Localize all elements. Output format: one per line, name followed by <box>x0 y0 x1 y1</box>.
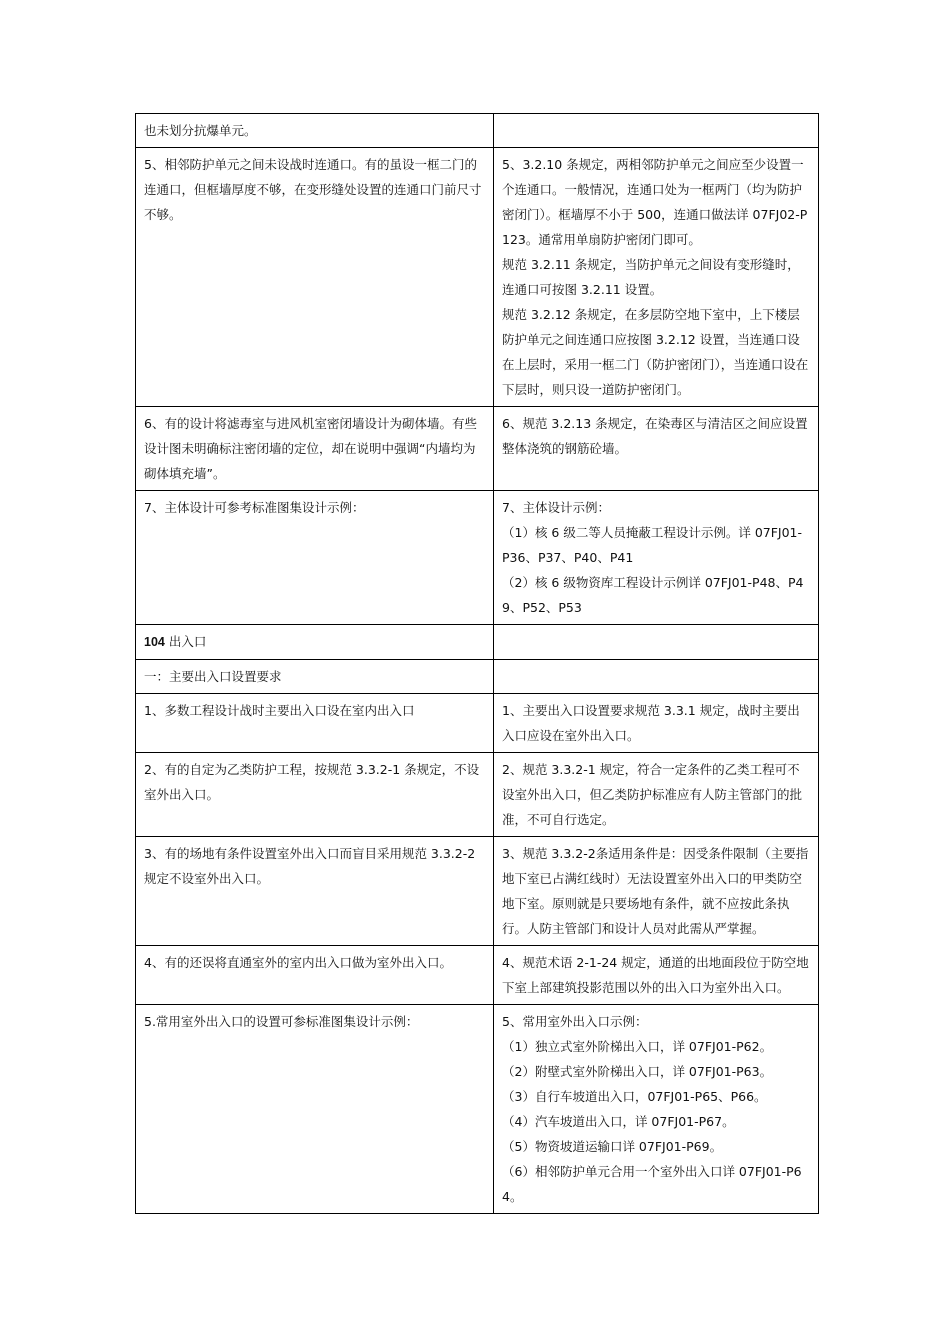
solution-text: （4）汽车坡道出入口，详 07FJ01-P67。 <box>502 1114 735 1129</box>
section-header-group <box>136 625 819 694</box>
table-row <box>136 114 819 148</box>
solution-cell <box>494 1005 819 1214</box>
problem-cell <box>136 114 494 148</box>
solution-cell <box>494 837 819 946</box>
subsection-heading-cell: 一：主要出入口设置要求 <box>136 660 494 694</box>
solution-text: （3）自行车坡道出入口，07FJ01-P65、P66。 <box>502 1089 767 1104</box>
table-row <box>136 946 819 1005</box>
solution-text: 2、规范 3.3.2-1 规定，符合一定条件的乙类工程可不设室外出入口，但乙类防护标准应有人防主管部门的批准，不可自行选定。 <box>502 762 803 827</box>
solution-cell <box>494 491 819 625</box>
solution-text: 3、规范 3.3.2-2条适用条件是：因受条件限制（主要指地下室已占满红线时）无法设置室外出入口的甲类防空地下室。原则就是只要场地有条件，就不应按此条执行。人防主管部门和设计人员对此需从严掌握。 <box>502 846 809 936</box>
solution-text: （2）附壁式室外阶梯出入口，详 07FJ01-P63。 <box>502 1064 773 1079</box>
problem-cell <box>136 491 494 625</box>
solution-text: 6、规范 3.2.13 条规定，在染毒区与清洁区之间应设置整体浇筑的钢筋砼墙。 <box>502 416 808 456</box>
solution-text: 规范 3.2.11 条规定，当防护单元之间设有变形缝时，连通口可按图 3.2.11 设置。 <box>502 257 800 297</box>
solution-text: （1）独立式室外阶梯出入口，详 07FJ01-P62。 <box>502 1039 773 1054</box>
subsection-heading-row <box>136 660 819 694</box>
solution-cell <box>494 114 819 148</box>
table-row <box>136 491 819 625</box>
document-table <box>135 113 819 1214</box>
problem-text: 6、有的设计将滤毒室与进风机室密闭墙设计为砌体墙。有些设计图未明确标注密闭墙的定位，却在说明中强调“内墙均为砌体填充墙”。 <box>144 416 477 481</box>
problem-text: 7、主体设计可参考标准图集设计示例： <box>144 500 365 515</box>
solution-text: 5、常用室外出入口示例： <box>502 1014 648 1029</box>
solution-text: 4、规范术语 2-1-24 规定，通道的出地面段位于防空地下室上部建筑投影范围以外的出入口为室外出入口。 <box>502 955 809 995</box>
table-row <box>136 407 819 491</box>
problem-text: 1、多数工程设计战时主要出入口设在室内出入口 <box>144 703 415 718</box>
solution-cell <box>494 946 819 1005</box>
solution-text: （5）物资坡道运输口详 07FJ01-P69。 <box>502 1139 723 1154</box>
solution-cell <box>494 407 819 491</box>
table-row <box>136 753 819 837</box>
subsection-empty-cell <box>494 660 819 694</box>
problem-text: 4、有的还误将直通室外的室内出入口做为室外出入口。 <box>144 955 452 970</box>
solution-text: 1、主要出入口设置要求规范 3.3.1 规定，战时主要出入口应设在室外出入口。 <box>502 703 800 743</box>
section-number: 104 <box>144 635 165 649</box>
solution-text: （6）相邻防护单元合用一个室外出入口详 07FJ01-P64。 <box>502 1164 802 1204</box>
table-part-1 <box>136 114 819 625</box>
problem-text: 3、有的场地有条件设置室外出入口而盲目采用规范 3.3.2-2规定不设室外出入口。 <box>144 846 476 886</box>
solution-cell <box>494 694 819 753</box>
solution-cell <box>494 753 819 837</box>
table-row <box>136 694 819 753</box>
table-row <box>136 1005 819 1214</box>
solution-text: 7、主体设计示例： <box>502 500 610 515</box>
section-heading-row <box>136 625 819 660</box>
problem-text: 5、相邻防护单元之间未设战时连通口。有的虽设一框二门的连通口，但框墙厚度不够，在变形缝处设置的连通口门前尺寸不够。 <box>144 157 482 222</box>
problem-cell <box>136 753 494 837</box>
solution-text: （2）核 6 级物资库工程设计示例详 07FJ01-P48、P49、P52、P53 <box>502 575 804 615</box>
section-heading-cell <box>136 625 494 660</box>
solution-text: 规范 3.2.12 条规定，在多层防空地下室中，上下楼层防护单元之间连通口应按图 3.2.12 设置，当连通口设在上层时，采用一框二门（防护密闭门），当连通口设在下层时，则只设一道防护密闭门。 <box>502 307 809 397</box>
table-part-2 <box>136 694 819 1214</box>
problem-cell <box>136 407 494 491</box>
solution-text: （1）核 6 级二等人员掩蔽工程设计示例。详 07FJ01-P36、P37、P40、P41 <box>502 525 803 565</box>
section-heading-empty-cell <box>494 625 819 660</box>
problem-cell <box>136 946 494 1005</box>
problem-text: 也未划分抗爆单元。 <box>144 123 257 138</box>
table-row <box>136 837 819 946</box>
section-title: 出入口 <box>168 634 207 649</box>
problem-cell <box>136 694 494 753</box>
problem-cell <box>136 837 494 946</box>
problem-text: 2、有的自定为乙类防护工程，按规范 3.3.2-1 条规定，不设室外出入口。 <box>144 762 480 802</box>
problem-text: 5.常用室外出入口的设置可参标准图集设计示例： <box>144 1014 419 1029</box>
problem-cell <box>136 1005 494 1214</box>
solution-text: 5、3.2.10 条规定，两相邻防护单元之间应至少设置一个连通口。一般情况，连通口处为一框两门（均为防护密闭门）。框墙厚不小于 500，连通口做法详 07FJ02-P123。通常用单扇防护密闭门即可。 <box>502 157 808 247</box>
table-row <box>136 148 819 407</box>
problem-cell <box>136 148 494 407</box>
solution-cell <box>494 148 819 407</box>
